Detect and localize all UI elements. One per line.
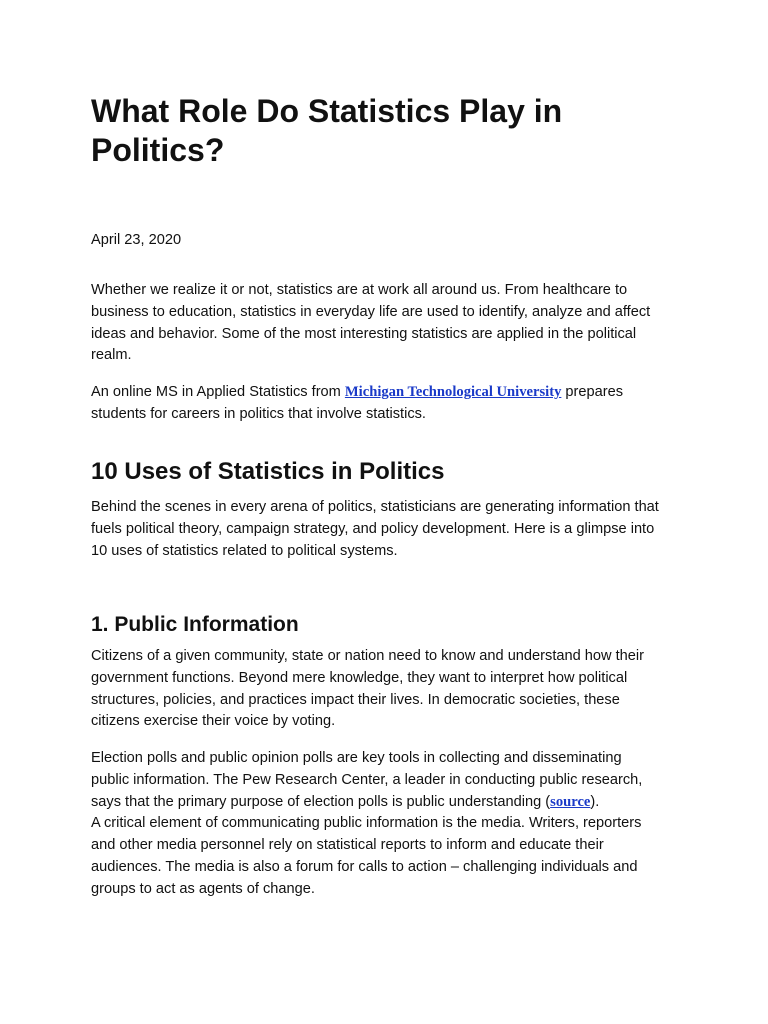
university-link[interactable]: Michigan Technological University — [344, 384, 562, 400]
text-line: realm. — [91, 347, 132, 364]
text-line: government functions. Beyond mere knowledge, they want to interpret how political — [91, 669, 628, 686]
text-line: students for careers in politics that involve statistics. — [91, 405, 426, 422]
text-line: structures, policies, and practices impact their lives. In democratic societies, these — [91, 691, 620, 708]
public-paragraph-1 — [91, 646, 691, 733]
text-line: business to education, statistics in everyday life are used to identify, analyze and affect — [91, 303, 651, 320]
section-heading-public-information: 1. Public Information — [91, 613, 299, 636]
section-heading-uses: 10 Uses of Statistics in Politics — [91, 458, 445, 485]
publish-date: April 23, 2020 — [91, 232, 182, 248]
text-line: ideas and behavior. Some of the most interesting statistics are applied in the political — [91, 325, 637, 342]
title-line: Politics? — [91, 132, 225, 168]
text-line: Whether we realize it or not, statistics are at work all around us. From healthcare to — [91, 282, 628, 298]
text-line: Behind the scenes in every arena of politics, statisticians are generating information that — [91, 499, 659, 515]
text-segment: says that the primary purpose of election polls is public understanding ( — [91, 793, 551, 810]
program-paragraph — [91, 382, 691, 426]
page-title — [91, 92, 651, 170]
text-line: A critical element of communicating public information is the media. Writers, reporters — [91, 815, 642, 832]
public-paragraph-2 — [91, 748, 691, 901]
intro-paragraph — [91, 280, 691, 367]
text-line: fuels political theory, campaign strategy, and policy development. Here is a glimpse into — [91, 520, 655, 537]
text-line — [91, 792, 691, 814]
title-line: What Role Do Statistics Play in — [91, 93, 563, 129]
uses-paragraph — [91, 497, 691, 562]
text-segment: prepares — [561, 384, 624, 400]
text-line: citizens exercise their voice by voting. — [91, 713, 336, 730]
text-segment: ). — [590, 793, 600, 810]
text-line: audiences. The media is also a forum for calls to action – challenging individuals and — [91, 858, 638, 875]
text-line — [91, 382, 691, 404]
text-line: groups to act as agents of change. — [91, 880, 315, 897]
text-line: 10 uses of statistics related to political systems. — [91, 542, 398, 559]
text-line: and other media personnel rely on statistical reports to inform and educate their — [91, 837, 604, 854]
text-segment: An online MS in Applied Statistics from — [91, 384, 345, 400]
source-link[interactable]: source — [550, 793, 591, 810]
text-line: Election polls and public opinion polls are key tools in collecting and disseminating — [91, 750, 622, 766]
text-line: Citizens of a given community, state or nation need to know and understand how their — [91, 648, 644, 664]
text-line: public information. The Pew Research Center, a leader in conducting public research, — [91, 771, 643, 788]
